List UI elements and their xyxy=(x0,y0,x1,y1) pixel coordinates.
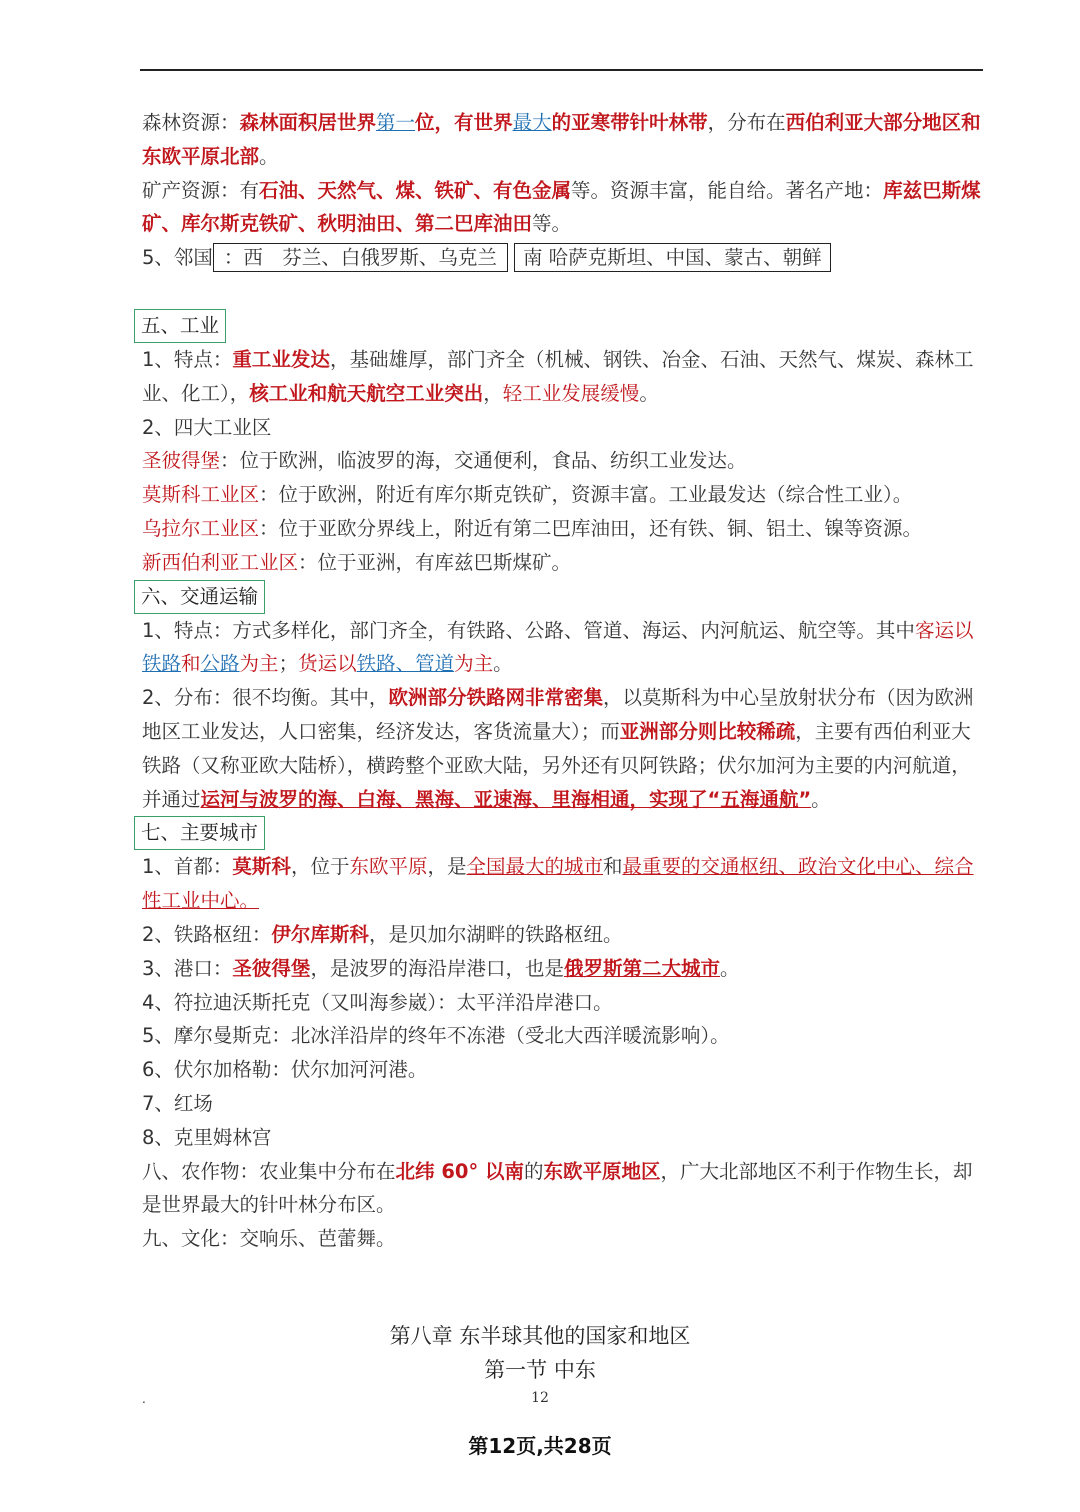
transport-trait: 1、特点：方式多样化，部门齐全，有铁路、公路、管道、海运、内河航运、航空等。其中客运以铁路和公路为主；货运以铁路、管道为主。 xyxy=(142,618,974,676)
chapter-title: 第八章 东半球其他的国家和地区 xyxy=(389,1324,691,1348)
transport-distribution: 2、分布：很不均衡。其中，欧洲部分铁路网非常密集，以莫斯科为中心呈放射状分布（因为欧洲地区工业发达，人口密集，经济发达，客货流量大）；而亚洲部分则比较稀疏，主要有西伯利亚大铁路（又称亚欧大陆桥），横跨整个亚欧大陆，另外还有贝阿铁路；伏尔加河为主要的内河航道，并通过运河与波罗的海、白海、黑海、亚速海、里海相通，实现了“五海通航”。 xyxy=(142,686,974,811)
city-capital: 1、首都：莫斯科，位于东欧平原，是全国最大的城市和最重要的交通枢纽、政治文化中心、综合性工业中心。 xyxy=(142,855,974,913)
page-number: 12 xyxy=(531,1390,549,1406)
section-title: 第一节 中东 xyxy=(484,1358,596,1382)
culture-line: 九、文化：交响乐、芭蕾舞。 xyxy=(142,1227,396,1251)
agriculture-paragraph: 八、农作物：农业集中分布在北纬 60° 以南的东欧平原地区，广大北部地区不利于作物生长，却是世界最大的针叶林分布区。 xyxy=(142,1159,973,1217)
section-cities-heading: 七、主要城市 xyxy=(134,816,265,850)
page-footer: 第12页,共28页 xyxy=(468,1434,612,1458)
neighbors-line: 5、邻国 ：西 芬兰、白俄罗斯、乌克兰 南 哈萨克斯坦、中国、蒙古、朝鲜 xyxy=(142,241,984,275)
industry-zone-item: 圣彼得堡：位于欧洲，临波罗的海，交通便利，食品、纺织工业发达。 xyxy=(142,449,747,473)
south-neighbors-box: 南 哈萨克斯坦、中国、蒙古、朝鲜 xyxy=(514,243,831,272)
body-text xyxy=(142,106,984,1256)
mineral-paragraph: 矿产资源：有石油、天然气、煤、铁矿、有色金属等。资源丰富，能自给。著名产地：库兹巴斯煤矿、库尔斯克铁矿、秋明油田、第二巴库油田等。 xyxy=(142,178,981,236)
industry-zone-item: 乌拉尔工业区：位于亚欧分界线上，附近有第二巴库油田，还有铁、铜、铝土、镍等资源。 xyxy=(142,516,923,540)
city-rail-hub: 2、铁路枢纽：伊尔库斯科，是贝加尔湖畔的铁路枢纽。 xyxy=(142,922,623,946)
industry-zone-item: 新西伯利亚工业区：位于亚洲，有库兹巴斯煤矿。 xyxy=(142,550,572,574)
city-murmansk: 5、摩尔曼斯克：北冰洋沿岸的终年不冻港（受北大西洋暖流影响）。 xyxy=(142,1024,730,1048)
header-rule xyxy=(140,69,983,71)
section-industry-heading: 五、工业 xyxy=(134,309,226,343)
city-port: 3、港口：圣彼得堡，是波罗的海沿岸港口，也是俄罗斯第二大城市。 xyxy=(142,956,740,980)
city-red-square: 7、红场 xyxy=(142,1091,213,1115)
industry-trait: 1、特点：重工业发达，基础雄厚，部门齐全（机械、钢铁、冶金、石油、天然气、煤炭、森林工业、化工），核工业和航天航空工业突出，轻工业发展缓慢。 xyxy=(142,347,974,405)
industry-four-zones: 2、四大工业区 xyxy=(142,415,272,439)
city-kremlin: 8、克里姆林宫 xyxy=(142,1125,272,1149)
page-dot: . xyxy=(142,1392,146,1406)
city-volgograd: 6、伏尔加格勒：伏尔加河河港。 xyxy=(142,1058,428,1082)
city-vladivostok: 4、符拉迪沃斯托克（又叫海参崴）：太平洋沿岸港口。 xyxy=(142,990,613,1014)
west-neighbors-box: ：西 芬兰、白俄罗斯、乌克兰 xyxy=(213,243,508,272)
section-transport-heading: 六、交通运输 xyxy=(134,580,265,614)
industry-zone-item: 莫斯科工业区：位于欧洲，附近有库尔斯克铁矿，资源丰富。工业最发达（综合性工业）。 xyxy=(142,483,913,507)
forest-paragraph: 森林资源：森林面积居世界第一位，有世界最大的亚寒带针叶林带，分布在西伯利亚大部分地区和东欧平原北部。 xyxy=(142,111,981,168)
